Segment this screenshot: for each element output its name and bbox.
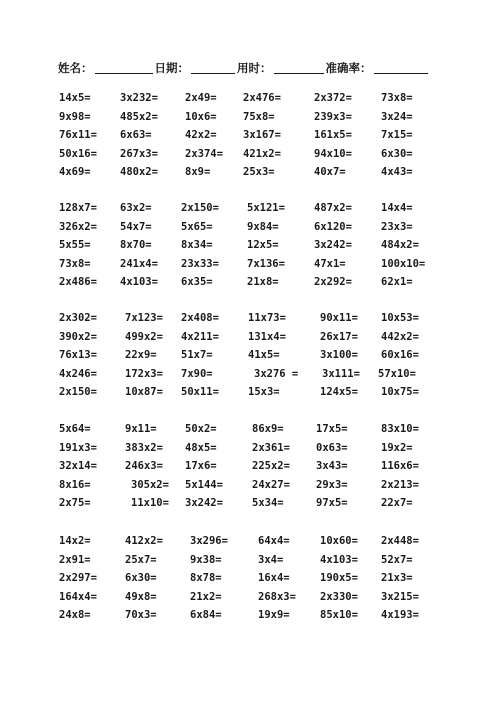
problem-1-5-3: 8x9= — [185, 166, 211, 178]
problem-4-4-5: 29x3= — [316, 478, 348, 491]
problem-4-2-4: 2x361= — [252, 441, 290, 454]
problem-1-4-6: 6x30= — [381, 147, 413, 160]
problem-5-4-3: 21x2= — [190, 590, 222, 603]
problem-5-4-1: 164x4= — [59, 590, 97, 603]
problem-1-5-6: 4x43= — [381, 166, 413, 178]
problem-2-1-1: 128x7= — [59, 202, 97, 214]
problem-3-4-4: 3x276 = — [254, 367, 299, 380]
problem-1-2-3: 10x6= — [185, 110, 217, 123]
problem-5-2-3: 9x38= — [190, 553, 222, 566]
problem-1-4-2: 267x3= — [120, 147, 158, 160]
accuracy-label: 准确率： — [325, 61, 372, 75]
problem-3-2-3: 4x211= — [181, 330, 219, 343]
problem-3-5-5: 124x5= — [320, 386, 358, 398]
problem-5-3-4: 16x4= — [258, 572, 290, 584]
problem-5-2-2: 25x7= — [125, 553, 157, 566]
problem-1-1-1: 14x5= — [59, 92, 91, 104]
problem-3-3-1: 76x13= — [59, 349, 97, 361]
problem-2-5-1: 2x486= — [59, 276, 97, 288]
problem-5-4-4: 268x3= — [258, 590, 296, 603]
problem-2-1-4: 5x121= — [247, 202, 285, 214]
problem-1-1-2: 3x232= — [120, 92, 158, 104]
problem-3-3-5: 3x100= — [320, 349, 358, 361]
problem-5-5-6: 4x193= — [381, 609, 419, 621]
problem-4-1-6: 83x10= — [381, 423, 419, 435]
problem-3-4-2: 172x3= — [125, 367, 163, 380]
problem-5-1-6: 2x448= — [381, 535, 419, 547]
problem-2-4-3: 23x33= — [181, 257, 219, 270]
problem-1-1-3: 2x49= — [185, 92, 217, 104]
problem-5-2-4: 3x4= — [258, 553, 284, 566]
problem-2-3-4: 12x5= — [247, 239, 279, 251]
problem-1-1-5: 2x372= — [314, 92, 352, 104]
problem-1-1-6: 73x8= — [381, 92, 413, 104]
problem-3-3-2: 22x9= — [125, 349, 157, 361]
problem-5-3-3: 8x78= — [190, 572, 222, 584]
problem-5-1-5: 10x60= — [320, 535, 358, 547]
problem-3-3-3: 51x7= — [181, 349, 213, 361]
problem-4-1-4: 86x9= — [252, 423, 284, 435]
problem-4-3-5: 3x43= — [316, 460, 348, 472]
problem-5-4-5: 2x330= — [320, 590, 358, 603]
problem-4-1-1: 5x64= — [59, 423, 91, 435]
problem-3-5-4: 15x3= — [248, 386, 280, 398]
date-blank — [191, 62, 235, 74]
problem-3-2-1: 390x2= — [59, 330, 97, 343]
problem-4-3-4: 225x2= — [252, 460, 290, 472]
problem-2-3-2: 8x70= — [120, 239, 152, 251]
problem-4-5-1: 2x75= — [59, 497, 91, 509]
problem-3-1-2: 7x123= — [125, 312, 163, 324]
problem-4-4-3: 5x144= — [185, 478, 223, 491]
problem-4-4-6: 2x213= — [381, 478, 419, 491]
problem-4-3-1: 32x14= — [59, 460, 97, 472]
problem-2-3-3: 8x34= — [181, 239, 213, 251]
problem-5-5-3: 6x84= — [190, 609, 222, 621]
problem-1-3-4: 3x167= — [243, 129, 281, 141]
problem-5-5-4: 19x9= — [258, 609, 290, 621]
problem-4-3-2: 246x3= — [125, 460, 163, 472]
problem-4-4-4: 24x27= — [252, 478, 290, 491]
problem-4-5-4: 5x34= — [252, 497, 284, 509]
problem-4-4-2: 305x2= — [131, 478, 169, 491]
problem-2-5-2: 4x103= — [120, 276, 158, 288]
problem-3-1-1: 2x302= — [59, 312, 97, 324]
problem-2-5-3: 6x35= — [181, 276, 213, 288]
problem-1-4-4: 421x2= — [243, 147, 281, 160]
problem-1-5-5: 40x7= — [314, 166, 346, 178]
problem-1-2-5: 239x3= — [314, 110, 352, 123]
problem-2-2-3: 5x65= — [181, 220, 213, 233]
problem-3-2-5: 26x17= — [320, 330, 358, 343]
problem-5-3-2: 6x30= — [125, 572, 157, 584]
problem-5-3-5: 190x5= — [320, 572, 358, 584]
problem-1-2-4: 75x8= — [243, 110, 275, 123]
problem-2-1-5: 487x2= — [314, 202, 352, 214]
problem-2-1-3: 2x150= — [181, 202, 219, 214]
problem-3-1-6: 10x53= — [381, 312, 419, 324]
problem-2-4-4: 7x136= — [247, 257, 285, 270]
problem-4-3-3: 17x6= — [185, 460, 217, 472]
problem-1-3-1: 76x11= — [59, 129, 97, 141]
problem-2-1-2: 63x2= — [120, 202, 152, 214]
problem-3-5-1: 2x150= — [59, 386, 97, 398]
problem-2-5-4: 21x8= — [247, 276, 279, 288]
problem-4-2-3: 48x5= — [185, 441, 217, 454]
date-label: 日期： — [154, 61, 189, 75]
problem-1-5-2: 480x2= — [120, 166, 158, 178]
problem-5-3-1: 2x297= — [59, 572, 97, 584]
problem-4-5-6: 22x7= — [381, 497, 413, 509]
problem-1-1-4: 2x476= — [243, 92, 281, 104]
problem-3-2-6: 442x2= — [381, 330, 419, 343]
name-blank — [95, 62, 153, 74]
problem-1-5-4: 25x3= — [243, 166, 275, 178]
problem-3-5-6: 10x75= — [381, 386, 419, 398]
problem-2-4-1: 73x8= — [59, 257, 91, 270]
problem-4-3-6: 116x6= — [381, 460, 419, 472]
problem-1-3-5: 161x5= — [314, 129, 352, 141]
problem-3-3-4: 41x5= — [248, 349, 280, 361]
problem-5-1-2: 412x2= — [125, 535, 163, 547]
problem-1-2-6: 3x24= — [381, 110, 413, 123]
problem-5-1-1: 14x2= — [59, 535, 91, 547]
problem-5-3-6: 21x3= — [381, 572, 413, 584]
problem-5-5-5: 85x10= — [320, 609, 358, 621]
problem-3-4-3: 7x90= — [181, 367, 213, 380]
problem-2-2-6: 23x3= — [381, 220, 413, 233]
problem-4-1-5: 17x5= — [316, 423, 348, 435]
problem-2-3-5: 3x242= — [314, 239, 352, 251]
problem-3-1-3: 2x408= — [181, 312, 219, 324]
problem-4-5-5: 97x5= — [316, 497, 348, 509]
problem-5-4-2: 49x8= — [125, 590, 157, 603]
problem-5-2-1: 2x91= — [59, 553, 91, 566]
problem-5-1-4: 64x4= — [258, 535, 290, 547]
problem-3-4-6: 57x10= — [378, 367, 416, 380]
problem-1-3-3: 42x2= — [185, 129, 217, 141]
problem-4-5-3: 3x242= — [185, 497, 223, 509]
problem-2-3-6: 484x2= — [381, 239, 419, 251]
problem-1-2-1: 9x98= — [59, 110, 91, 123]
problem-5-2-6: 52x7= — [381, 553, 413, 566]
problem-3-3-6: 60x16= — [381, 349, 419, 361]
problem-4-4-1: 8x16= — [59, 478, 91, 491]
accuracy-blank — [374, 62, 428, 74]
name-label: 姓名： — [58, 61, 93, 75]
worksheet-header — [58, 60, 430, 76]
problem-3-1-5: 90x11= — [320, 312, 358, 324]
problem-1-2-2: 485x2= — [120, 110, 158, 123]
problem-3-2-4: 131x4= — [248, 330, 286, 343]
problem-3-1-4: 11x73= — [248, 312, 286, 324]
problem-3-4-1: 4x246= — [59, 367, 97, 380]
problem-2-4-6: 100x10= — [381, 257, 426, 270]
problem-2-2-4: 9x84= — [247, 220, 279, 233]
problem-3-5-2: 10x87= — [125, 386, 163, 398]
problem-5-1-3: 3x296= — [190, 535, 228, 547]
problem-5-5-1: 24x8= — [59, 609, 91, 621]
problem-2-2-2: 54x7= — [120, 220, 152, 233]
problem-4-2-6: 19x2= — [381, 441, 413, 454]
problem-1-5-1: 4x69= — [59, 166, 91, 178]
problem-2-3-1: 5x55= — [59, 239, 91, 251]
problem-2-2-1: 326x2= — [59, 220, 97, 233]
problem-2-1-6: 14x4= — [381, 202, 413, 214]
problem-3-5-3: 50x11= — [181, 386, 219, 398]
problem-3-4-5: 3x111= — [322, 367, 360, 380]
problem-2-5-5: 2x292= — [314, 276, 352, 288]
problem-2-2-5: 6x120= — [314, 220, 352, 233]
problem-4-2-5: 0x63= — [316, 441, 348, 454]
problem-1-3-2: 6x63= — [120, 129, 152, 141]
time-label: 用时： — [237, 61, 272, 75]
time-blank — [274, 62, 324, 74]
problem-5-2-5: 4x103= — [320, 553, 358, 566]
problem-4-5-2: 11x10= — [131, 497, 169, 509]
problem-4-2-1: 191x3= — [59, 441, 97, 454]
problem-2-4-5: 47x1= — [314, 257, 346, 270]
problem-1-3-6: 7x15= — [381, 129, 413, 141]
problem-3-2-2: 499x2= — [125, 330, 163, 343]
problem-4-1-3: 50x2= — [185, 423, 217, 435]
problem-5-5-2: 70x3= — [125, 609, 157, 621]
problem-2-5-6: 62x1= — [381, 276, 413, 288]
problem-4-2-2: 383x2= — [125, 441, 163, 454]
problem-5-4-6: 3x215= — [381, 590, 419, 603]
problem-1-4-3: 2x374= — [185, 147, 223, 160]
problem-4-1-2: 9x11= — [125, 423, 157, 435]
problem-1-4-5: 94x10= — [314, 147, 352, 160]
problem-2-4-2: 241x4= — [120, 257, 158, 270]
problem-1-4-1: 50x16= — [59, 147, 97, 160]
